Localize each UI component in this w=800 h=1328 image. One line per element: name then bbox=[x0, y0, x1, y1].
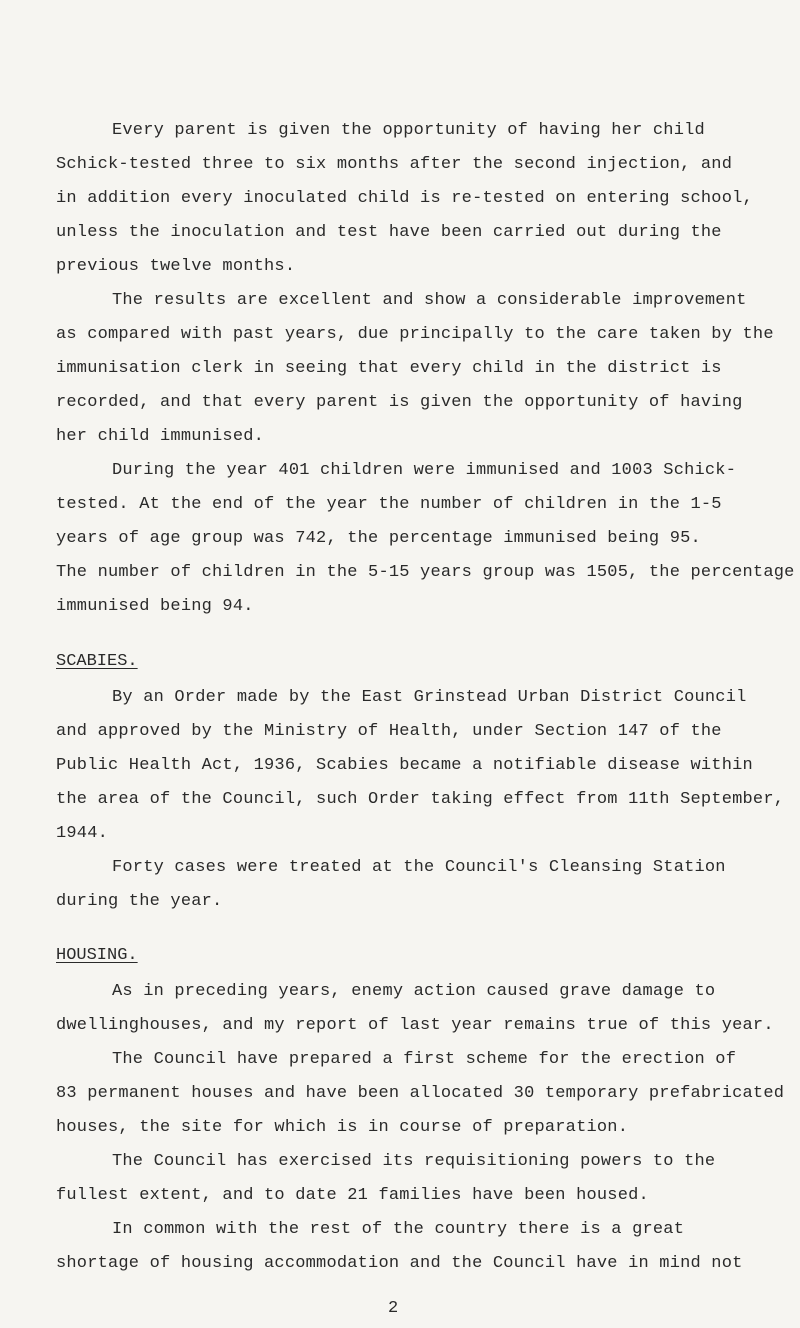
text-line: 1944. bbox=[56, 824, 109, 843]
text-line: The number of children in the 5-15 years group was 1505, the percentage bbox=[56, 563, 795, 582]
text-line: the area of the Council, such Order taking effect from 11th September, bbox=[56, 790, 785, 809]
page-number: 2 bbox=[388, 1299, 399, 1318]
text-line: In common with the rest of the country there is a great bbox=[112, 1220, 685, 1239]
text-line: The Council has exercised its requisitioning powers to the bbox=[112, 1152, 716, 1171]
text-line: and approved by the Ministry of Health, under Section 147 of the bbox=[56, 722, 722, 741]
text-line: as compared with past years, due principally to the care taken by the bbox=[56, 325, 774, 344]
text-line: years of age group was 742, the percentage immunised being 95. bbox=[56, 529, 701, 548]
text-line: tested. At the end of the year the number of children in the 1-5 bbox=[56, 495, 722, 514]
section-heading-housing: HOUSING. bbox=[56, 946, 138, 965]
text-line: Public Health Act, 1936, Scabies became a notifiable disease within bbox=[56, 756, 753, 775]
text-line: The Council have prepared a first scheme for the erection of bbox=[112, 1050, 737, 1069]
text-line: houses, the site for which is in course of preparation. bbox=[56, 1118, 629, 1137]
text-line: previous twelve months. bbox=[56, 257, 296, 276]
text-line: Every parent is given the opportunity of having her child bbox=[112, 121, 705, 140]
text-line: The results are excellent and show a considerable improvement bbox=[112, 291, 747, 310]
text-line: Schick-tested three to six months after the second injection, and bbox=[56, 155, 733, 174]
text-line: her child immunised. bbox=[56, 427, 265, 446]
text-line: shortage of housing accommodation and the Council have in mind not bbox=[56, 1254, 743, 1273]
text-line: during the year. bbox=[56, 892, 223, 911]
text-line: immunised being 94. bbox=[56, 597, 254, 616]
text-line: immunisation clerk in seeing that every child in the district is bbox=[56, 359, 722, 378]
text-line: unless the inoculation and test have been carried out during the bbox=[56, 223, 722, 242]
text-line: in addition every inoculated child is re-tested on entering school, bbox=[56, 189, 753, 208]
text-line: During the year 401 children were immunised and 1003 Schick- bbox=[112, 461, 737, 480]
text-line: recorded, and that every parent is given the opportunity of having bbox=[56, 393, 743, 412]
text-line: By an Order made by the East Grinstead Urban District Council bbox=[112, 688, 747, 707]
text-line: As in preceding years, enemy action caused grave damage to bbox=[112, 982, 716, 1001]
text-line: 83 permanent houses and have been allocated 30 temporary prefabricated bbox=[56, 1084, 785, 1103]
text-line: fullest extent, and to date 21 families have been housed. bbox=[56, 1186, 649, 1205]
text-line: Forty cases were treated at the Council's Cleansing Station bbox=[112, 858, 726, 877]
section-heading-scabies: SCABIES. bbox=[56, 652, 138, 671]
text-line: dwellinghouses, and my report of last year remains true of this year. bbox=[56, 1016, 774, 1035]
